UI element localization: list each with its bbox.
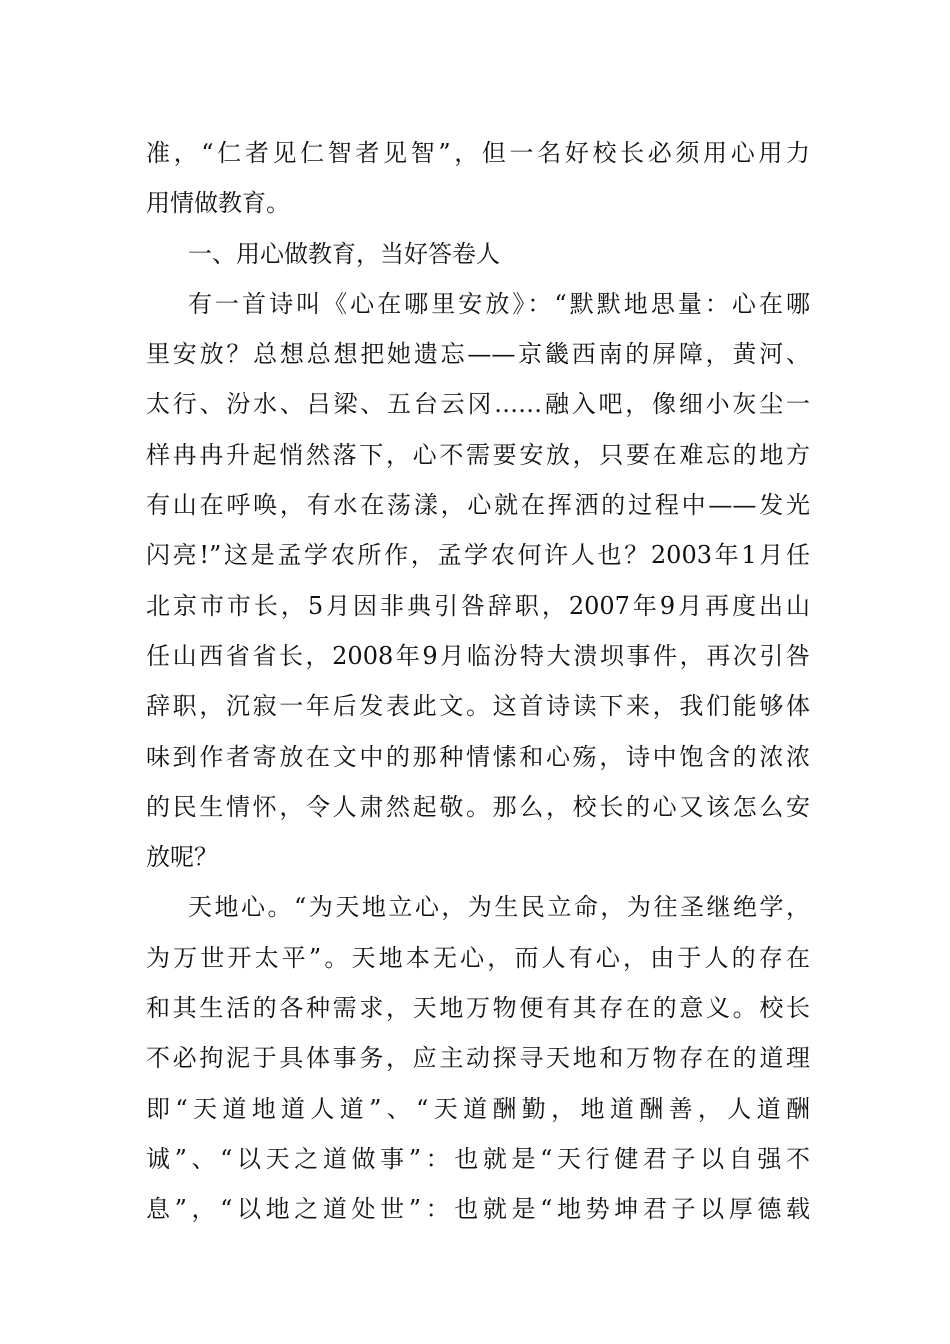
text-line: 有山在呼唤，有水在荡漾，心就在挥洒的过程中——发光 [146,491,810,520]
body-text [146,128,810,1235]
text-line: 用情做教育。 [146,189,290,218]
text-line: 味到作者寄放在文中的那种情愫和心殇，诗中饱含的浓浓 [146,742,810,771]
text-line: 放呢？ [146,843,218,872]
text-line: 里安放？总想总想把她遗忘——京畿西南的屏障，黄河、 [146,340,810,369]
text-line: 的民生情怀，令人肃然起敬。那么，校长的心又该怎么安 [146,792,810,821]
text-line: 样冉冉升起悄然落下，心不需要安放，只要在难忘的地方 [146,440,810,469]
text-line: 诚”、“以天之道做事”：也就是“天行健君子以自强不 [146,1144,810,1173]
text-line: 不必拘泥于具体事务，应主动探寻天地和万物存在的道理 [146,1044,810,1073]
section-heading: 一、用心做教育，当好答卷人 [188,239,500,268]
text-line: 为万世开太平”。天地本无心，而人有心，由于人的存在 [146,943,810,972]
text-line: 太行、汾水、吕梁、五台云冈……融入吧，像细小灰尘一 [146,390,810,419]
text-line: 即“天道地道人道”、“天道酬勤，地道酬善，人道酬 [146,1094,810,1123]
text-line: 任山西省省长，2008年9月临汾特大溃坝事件，再次引咎 [146,641,810,670]
text-line: 辞职，沉寂一年后发表此文。这首诗读下来，我们能够体 [146,692,810,721]
text-line: 息”，“以地之道处世”：也就是“地势坤君子以厚德载 [146,1195,810,1224]
text-line: 和其生活的各种需求，天地万物便有其存在的意义。校长 [146,994,810,1023]
text-line: 天地心。“为天地立心，为生民立命，为往圣继绝学， [188,893,810,922]
text-line: 有一首诗叫《心在哪里安放》：“默默地思量：心在哪 [188,289,810,318]
text-line: 闪亮!”这是孟学农所作，孟学农何许人也？2003年1月任 [146,541,810,570]
text-line: 北京市市长，5月因非典引咎辞职，2007年9月再度出山 [146,591,810,620]
text-line: 准，“仁者见仁智者见智”，但一名好校长必须用心用力 [146,139,810,167]
